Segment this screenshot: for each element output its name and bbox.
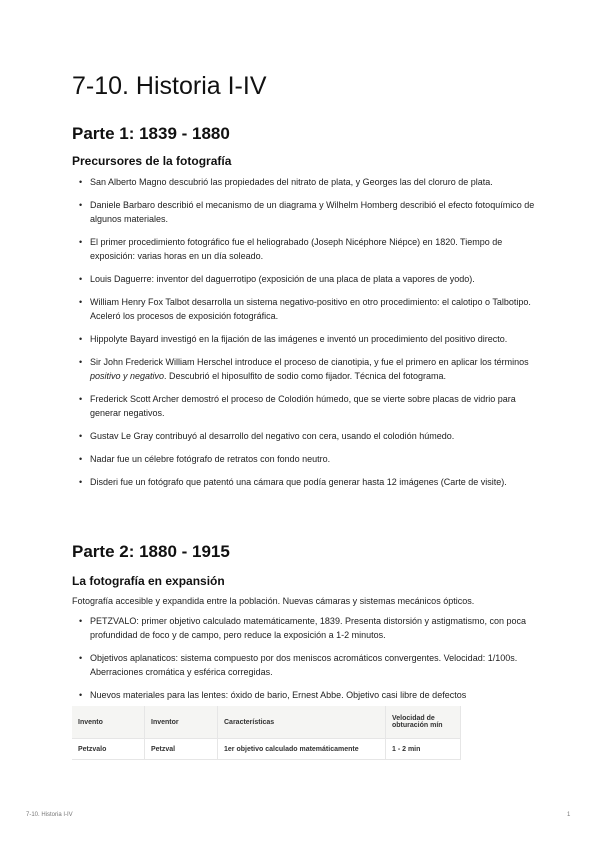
section-heading: Parte 2: 1880 - 1915: [72, 542, 230, 561]
emphasized-text: positivo y negativo: [90, 371, 165, 381]
table-cell: Petzval: [145, 739, 218, 760]
footer-title: 7-10. Historia I-IV: [26, 812, 73, 818]
table-cell: 1er objetivo calculado matemáticamente: [218, 739, 386, 760]
list-item: • Gustav Le Gray contribuyó al desarrollo del negativo con cera, usando el colodión húmedo.: [72, 429, 542, 443]
table-header-row: [72, 706, 461, 739]
section-intro: Fotografía accesible y expandida entre la población. Nuevas cámaras y sistemas mecánicos ópticos.: [72, 596, 475, 606]
list-item: • Frederick Scott Archer demostró el proceso de Colodión húmedo, que se vierte sobre placas de vidrio para generar negativos.: [72, 392, 542, 420]
column-header: Velocidad de obturación mín: [386, 706, 461, 739]
table-cell: Petzvalo: [72, 739, 145, 760]
table-row: [72, 739, 461, 760]
list-item: • Hippolyte Bayard investigó en la fijación de las imágenes e inventó un procedimiento del positivo directo.: [72, 332, 542, 346]
list-item: • El primer procedimiento fotográfico fue el heliograbado (Joseph Nicéphore Niépce) en 1820. Tiempo de exposición: varias horas en un día soleado.: [72, 235, 542, 263]
expansion-list: [72, 614, 542, 711]
document-title: 7-10. Historia I-IV: [72, 72, 267, 100]
list-item: • Louis Daguerre: inventor del daguerrotipo (exposición de una placa de plata a vapores de yodo).: [72, 272, 542, 286]
section-subheading: La fotografía en expansión: [72, 574, 225, 588]
list-item: • Nadar fue un célebre fotógrafo de retratos con fondo neutro.: [72, 452, 542, 466]
list-item: • San Alberto Magno descubrió las propiedades del nitrato de plata, y Georges las del cloruro de plata.: [72, 175, 542, 189]
precursors-list: [72, 175, 542, 498]
list-item: • PETZVALO: primer objetivo calculado matemáticamente, 1839. Presenta distorsión y astigmatismo, con poca profundidad de foco y de campo, pero reduce la exposición a 1-2 minutos.: [72, 614, 542, 642]
list-item: • Objetivos aplanaticos: sistema compuesto por dos meniscos acromáticos convergentes. Velocidad: 1/100s. Aberraciones cromática y esférica corregidas.: [72, 651, 542, 679]
item-text: Sir John Frederick William Herschel introduce el proceso de cianotipia, y fue el primero en aplicar los términos: [90, 357, 529, 367]
list-item: • Daniele Barbaro describió el mecanismo de un diagrama y Wilhelm Homberg describió el efecto fotoquímico de algunos materiales.: [72, 198, 542, 226]
table-cell: 1 - 2 min: [386, 739, 461, 760]
list-item: • Nuevos materiales para las lentes: óxido de bario, Ernest Abbe. Objetivo casi libre de defectos: [72, 688, 542, 702]
column-header: Inventor: [145, 706, 218, 739]
column-header: Invento: [72, 706, 145, 739]
section-subheading: Precursores de la fotografía: [72, 154, 232, 168]
section-heading: Parte 1: 1839 - 1880: [72, 124, 230, 143]
page-number: 1: [567, 812, 571, 818]
item-text: . Descubrió el hiposulfito de sodio como fijador. Técnica del fotograma.: [164, 371, 447, 381]
inventions-table: [72, 706, 461, 760]
column-header: Características: [218, 706, 386, 739]
list-item: • Disderi fue un fotógrafo que patentó una cámara que podía generar hasta 12 imágenes (Carte de visite).: [72, 475, 542, 489]
list-item: • William Henry Fox Talbot desarrolla un sistema negativo-positivo en otro procedimiento: el calotipo o Talbotipo. Aceleró los procesos de exposición fotográfica.: [72, 295, 542, 323]
list-item: [72, 355, 542, 383]
